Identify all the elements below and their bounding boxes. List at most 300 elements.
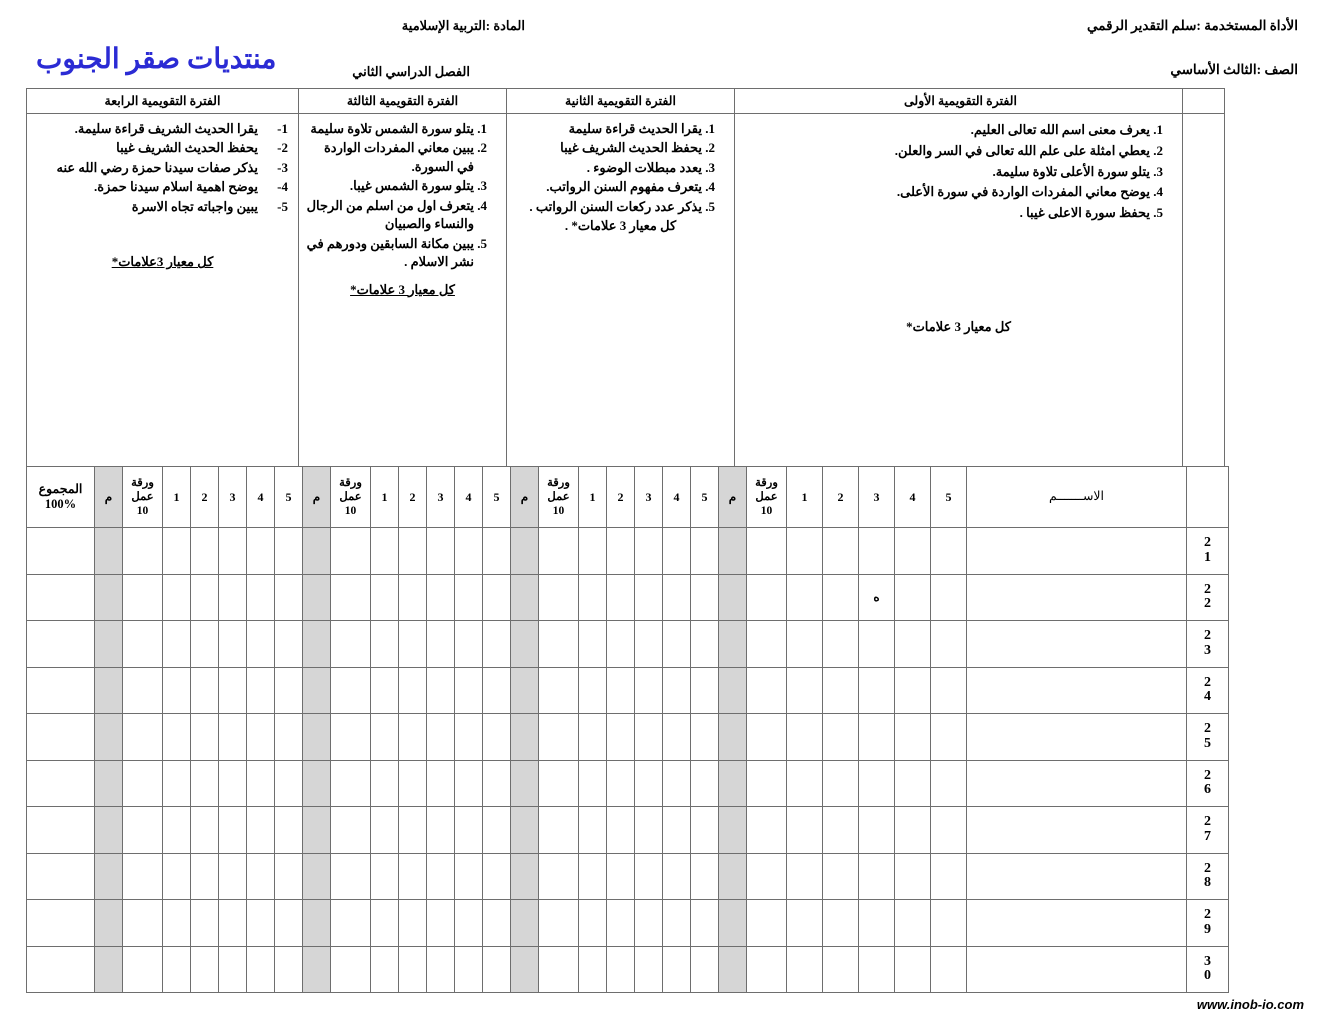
mark-cell-p3-c4[interactable] (455, 807, 483, 854)
mark-cell-p3-c3[interactable] (427, 946, 455, 993)
m-cell-p3[interactable] (303, 621, 331, 668)
m-cell-p3[interactable] (303, 807, 331, 854)
mark-cell-p2-c5[interactable] (691, 667, 719, 714)
mark-cell-p1-c3[interactable] (859, 528, 895, 575)
mark-cell-p4-c4[interactable] (247, 900, 275, 947)
mark-cell-p3-c1[interactable] (371, 760, 399, 807)
mark-cell-p3-c5[interactable] (483, 853, 511, 900)
mark-cell-p1-c3[interactable] (859, 760, 895, 807)
mark-cell-p4-c5[interactable] (275, 946, 303, 993)
worksheet-cell-p3[interactable] (331, 853, 371, 900)
m-cell-p4[interactable] (95, 714, 123, 761)
mark-cell-p3-c2[interactable] (399, 714, 427, 761)
mark-cell-p3-c4[interactable] (455, 714, 483, 761)
m-cell-p3[interactable] (303, 667, 331, 714)
mark-cell-p3-c3[interactable] (427, 528, 455, 575)
worksheet-cell-p2[interactable] (539, 714, 579, 761)
mark-cell-p2-c2[interactable] (607, 853, 635, 900)
worksheet-cell-p2[interactable] (539, 528, 579, 575)
student-name-cell[interactable] (967, 574, 1187, 621)
mark-cell-p1-c5[interactable] (931, 853, 967, 900)
mark-cell-p1-c2[interactable] (823, 621, 859, 668)
mark-cell-p1-c2[interactable] (823, 853, 859, 900)
mark-cell-p2-c4[interactable] (663, 900, 691, 947)
mark-cell-p1-c5[interactable] (931, 714, 967, 761)
mark-cell-p2-c4[interactable] (663, 621, 691, 668)
mark-cell-p4-c2[interactable] (191, 853, 219, 900)
mark-cell-p1-c3[interactable] (859, 900, 895, 947)
m-cell-p2[interactable] (511, 853, 539, 900)
mark-cell-p2-c1[interactable] (579, 667, 607, 714)
m-cell-p2[interactable] (511, 714, 539, 761)
m-cell-p1[interactable] (719, 574, 747, 621)
mark-cell-p4-c3[interactable] (219, 621, 247, 668)
mark-cell-p2-c3[interactable] (635, 574, 663, 621)
mark-cell-p2-c4[interactable] (663, 853, 691, 900)
mark-cell-p4-c3[interactable] (219, 807, 247, 854)
worksheet-cell-p4[interactable] (123, 900, 163, 947)
worksheet-cell-p1[interactable] (747, 807, 787, 854)
mark-cell-p4-c4[interactable] (247, 853, 275, 900)
worksheet-cell-p2[interactable] (539, 760, 579, 807)
student-name-cell[interactable] (967, 714, 1187, 761)
mark-cell-p3-c4[interactable] (455, 946, 483, 993)
worksheet-cell-p4[interactable] (123, 528, 163, 575)
total-cell[interactable] (27, 528, 95, 575)
worksheet-cell-p1[interactable] (747, 667, 787, 714)
mark-cell-p3-c1[interactable] (371, 574, 399, 621)
m-cell-p2[interactable] (511, 574, 539, 621)
mark-cell-p1-c4[interactable] (895, 574, 931, 621)
mark-cell-p3-c5[interactable] (483, 760, 511, 807)
mark-cell-p4-c4[interactable] (247, 574, 275, 621)
mark-cell-p1-c4[interactable] (895, 900, 931, 947)
mark-cell-p4-c2[interactable] (191, 946, 219, 993)
m-cell-p4[interactable] (95, 900, 123, 947)
mark-cell-p4-c4[interactable] (247, 667, 275, 714)
mark-cell-p2-c1[interactable] (579, 760, 607, 807)
m-cell-p4[interactable] (95, 528, 123, 575)
mark-cell-p2-c5[interactable] (691, 528, 719, 575)
mark-cell-p2-c2[interactable] (607, 574, 635, 621)
mark-cell-p4-c1[interactable] (163, 621, 191, 668)
mark-cell-p3-c3[interactable] (427, 853, 455, 900)
m-cell-p1[interactable] (719, 900, 747, 947)
mark-cell-p4-c2[interactable] (191, 760, 219, 807)
mark-cell-p3-c1[interactable] (371, 853, 399, 900)
mark-cell-p3-c5[interactable] (483, 900, 511, 947)
mark-cell-p1-c3[interactable] (859, 853, 895, 900)
mark-cell-p3-c4[interactable] (455, 900, 483, 947)
m-cell-p1[interactable] (719, 621, 747, 668)
worksheet-cell-p1[interactable] (747, 760, 787, 807)
mark-cell-p3-c2[interactable] (399, 667, 427, 714)
worksheet-cell-p3[interactable] (331, 528, 371, 575)
m-cell-p1[interactable] (719, 946, 747, 993)
mark-cell-p3-c4[interactable] (455, 760, 483, 807)
mark-cell-p1-c1[interactable] (787, 714, 823, 761)
mark-cell-p4-c2[interactable] (191, 528, 219, 575)
mark-cell-p2-c1[interactable] (579, 574, 607, 621)
m-cell-p1[interactable] (719, 760, 747, 807)
mark-cell-p4-c4[interactable] (247, 946, 275, 993)
m-cell-p3[interactable] (303, 900, 331, 947)
mark-cell-p3-c1[interactable] (371, 714, 399, 761)
mark-cell-p1-c5[interactable] (931, 900, 967, 947)
mark-cell-p3-c5[interactable] (483, 667, 511, 714)
mark-cell-p4-c5[interactable] (275, 760, 303, 807)
worksheet-cell-p2[interactable] (539, 853, 579, 900)
mark-cell-p3-c4[interactable] (455, 853, 483, 900)
mark-cell-p1-c4[interactable] (895, 853, 931, 900)
mark-cell-p2-c1[interactable] (579, 853, 607, 900)
mark-cell-p3-c2[interactable] (399, 900, 427, 947)
mark-cell-p2-c5[interactable] (691, 900, 719, 947)
m-cell-p4[interactable] (95, 760, 123, 807)
mark-cell-p2-c5[interactable] (691, 621, 719, 668)
mark-cell-p1-c3[interactable] (859, 714, 895, 761)
mark-cell-p1-c1[interactable] (787, 946, 823, 993)
worksheet-cell-p1[interactable] (747, 946, 787, 993)
mark-cell-p4-c5[interactable] (275, 667, 303, 714)
mark-cell-p3-c5[interactable] (483, 621, 511, 668)
mark-cell-p4-c2[interactable] (191, 667, 219, 714)
mark-cell-p4-c2[interactable] (191, 621, 219, 668)
mark-cell-p4-c2[interactable] (191, 574, 219, 621)
worksheet-cell-p4[interactable] (123, 667, 163, 714)
mark-cell-p3-c5[interactable] (483, 528, 511, 575)
m-cell-p3[interactable] (303, 946, 331, 993)
total-cell[interactable] (27, 714, 95, 761)
mark-cell-p2-c3[interactable] (635, 900, 663, 947)
total-cell[interactable] (27, 621, 95, 668)
m-cell-p3[interactable] (303, 528, 331, 575)
worksheet-cell-p2[interactable] (539, 807, 579, 854)
mark-cell-p1-c2[interactable] (823, 574, 859, 621)
m-cell-p4[interactable] (95, 946, 123, 993)
mark-cell-p1-c4[interactable] (895, 667, 931, 714)
mark-cell-p1-c2[interactable] (823, 807, 859, 854)
m-cell-p2[interactable] (511, 667, 539, 714)
mark-cell-p1-c1[interactable] (787, 621, 823, 668)
student-name-cell[interactable] (967, 900, 1187, 947)
mark-cell-p1-c5[interactable] (931, 528, 967, 575)
mark-cell-p3-c1[interactable] (371, 807, 399, 854)
mark-cell-p2-c2[interactable] (607, 807, 635, 854)
mark-cell-p1-c4[interactable] (895, 760, 931, 807)
worksheet-cell-p2[interactable] (539, 946, 579, 993)
mark-cell-p1-c5[interactable] (931, 760, 967, 807)
m-cell-p1[interactable] (719, 528, 747, 575)
mark-cell-p4-c3[interactable] (219, 667, 247, 714)
mark-cell-p2-c3[interactable] (635, 714, 663, 761)
mark-cell-p4-c3[interactable] (219, 528, 247, 575)
mark-cell-p4-c1[interactable] (163, 853, 191, 900)
mark-cell-p3-c4[interactable] (455, 621, 483, 668)
mark-cell-p1-c2[interactable] (823, 667, 859, 714)
m-cell-p2[interactable] (511, 760, 539, 807)
mark-cell-p3-c1[interactable] (371, 667, 399, 714)
mark-cell-p3-c5[interactable] (483, 714, 511, 761)
m-cell-p2[interactable] (511, 621, 539, 668)
mark-cell-p2-c1[interactable] (579, 946, 607, 993)
mark-cell-p2-c3[interactable] (635, 667, 663, 714)
mark-cell-p4-c3[interactable] (219, 574, 247, 621)
m-cell-p4[interactable] (95, 667, 123, 714)
worksheet-cell-p3[interactable] (331, 760, 371, 807)
mark-cell-p4-c3[interactable] (219, 714, 247, 761)
mark-cell-p3-c1[interactable] (371, 900, 399, 947)
m-cell-p4[interactable] (95, 807, 123, 854)
mark-cell-p2-c2[interactable] (607, 760, 635, 807)
mark-cell-p2-c5[interactable] (691, 714, 719, 761)
mark-cell-p2-c2[interactable] (607, 900, 635, 947)
mark-cell-p4-c4[interactable] (247, 621, 275, 668)
mark-cell-p2-c2[interactable] (607, 946, 635, 993)
mark-cell-p1-c1[interactable] (787, 853, 823, 900)
m-cell-p4[interactable] (95, 853, 123, 900)
m-cell-p3[interactable] (303, 853, 331, 900)
mark-cell-p4-c5[interactable] (275, 853, 303, 900)
m-cell-p2[interactable] (511, 528, 539, 575)
total-cell[interactable] (27, 853, 95, 900)
m-cell-p2[interactable] (511, 900, 539, 947)
mark-cell-p2-c4[interactable] (663, 528, 691, 575)
mark-cell-p4-c1[interactable] (163, 807, 191, 854)
mark-cell-p2-c4[interactable] (663, 667, 691, 714)
mark-cell-p1-c4[interactable] (895, 528, 931, 575)
m-cell-p2[interactable] (511, 946, 539, 993)
mark-cell-p2-c3[interactable] (635, 528, 663, 575)
mark-cell-p1-c1[interactable] (787, 528, 823, 575)
worksheet-cell-p1[interactable] (747, 621, 787, 668)
worksheet-cell-p3[interactable] (331, 900, 371, 947)
total-cell[interactable] (27, 667, 95, 714)
student-name-cell[interactable] (967, 760, 1187, 807)
mark-cell-p3-c3[interactable] (427, 807, 455, 854)
mark-cell-p2-c4[interactable] (663, 946, 691, 993)
mark-cell-p3-c3[interactable] (427, 900, 455, 947)
mark-cell-p3-c3[interactable] (427, 621, 455, 668)
worksheet-cell-p1[interactable] (747, 528, 787, 575)
mark-cell-p2-c3[interactable] (635, 621, 663, 668)
mark-cell-p1-c4[interactable] (895, 946, 931, 993)
m-cell-p4[interactable] (95, 621, 123, 668)
mark-cell-p3-c4[interactable] (455, 574, 483, 621)
mark-cell-p1-c2[interactable] (823, 760, 859, 807)
mark-cell-p2-c4[interactable] (663, 760, 691, 807)
worksheet-cell-p4[interactable] (123, 574, 163, 621)
mark-cell-p4-c5[interactable] (275, 807, 303, 854)
mark-cell-p3-c2[interactable] (399, 807, 427, 854)
mark-cell-p3-c3[interactable] (427, 667, 455, 714)
m-cell-p1[interactable] (719, 853, 747, 900)
worksheet-cell-p2[interactable] (539, 621, 579, 668)
total-cell[interactable] (27, 760, 95, 807)
worksheet-cell-p3[interactable] (331, 667, 371, 714)
mark-cell-p1-c2[interactable] (823, 528, 859, 575)
mark-cell-p4-c5[interactable] (275, 528, 303, 575)
total-cell[interactable] (27, 900, 95, 947)
worksheet-cell-p4[interactable] (123, 946, 163, 993)
worksheet-cell-p1[interactable] (747, 714, 787, 761)
mark-cell-p1-c4[interactable] (895, 807, 931, 854)
mark-cell-p4-c3[interactable] (219, 853, 247, 900)
student-name-cell[interactable] (967, 807, 1187, 854)
mark-cell-p2-c5[interactable] (691, 853, 719, 900)
m-cell-p3[interactable] (303, 760, 331, 807)
mark-cell-p1-c1[interactable] (787, 900, 823, 947)
mark-cell-p3-c2[interactable] (399, 621, 427, 668)
mark-cell-p4-c3[interactable] (219, 900, 247, 947)
mark-cell-p4-c2[interactable] (191, 900, 219, 947)
mark-cell-p1-c5[interactable] (931, 807, 967, 854)
worksheet-cell-p2[interactable] (539, 667, 579, 714)
mark-cell-p3-c2[interactable] (399, 946, 427, 993)
mark-cell-p2-c2[interactable] (607, 667, 635, 714)
mark-cell-p4-c1[interactable] (163, 528, 191, 575)
mark-cell-p1-c2[interactable] (823, 900, 859, 947)
mark-cell-p2-c5[interactable] (691, 807, 719, 854)
mark-cell-p3-c1[interactable] (371, 528, 399, 575)
mark-cell-p2-c1[interactable] (579, 900, 607, 947)
mark-cell-p4-c3[interactable] (219, 760, 247, 807)
total-cell[interactable] (27, 807, 95, 854)
mark-cell-p1-c3[interactable] (859, 946, 895, 993)
mark-cell-p4-c4[interactable] (247, 528, 275, 575)
mark-cell-p2-c2[interactable] (607, 528, 635, 575)
mark-cell-p1-c5[interactable] (931, 667, 967, 714)
worksheet-cell-p3[interactable] (331, 574, 371, 621)
mark-cell-p1-c5[interactable] (931, 946, 967, 993)
m-cell-p1[interactable] (719, 807, 747, 854)
student-name-cell[interactable] (967, 667, 1187, 714)
worksheet-cell-p3[interactable] (331, 807, 371, 854)
mark-cell-p2-c2[interactable] (607, 621, 635, 668)
mark-cell-p4-c4[interactable] (247, 714, 275, 761)
mark-cell-p1-c3[interactable] (859, 667, 895, 714)
student-name-cell[interactable] (967, 946, 1187, 993)
mark-cell-p1-c1[interactable] (787, 760, 823, 807)
mark-cell-p4-c2[interactable] (191, 714, 219, 761)
worksheet-cell-p1[interactable] (747, 853, 787, 900)
student-name-cell[interactable] (967, 621, 1187, 668)
worksheet-cell-p4[interactable] (123, 714, 163, 761)
mark-cell-p3-c1[interactable] (371, 621, 399, 668)
mark-cell-p4-c5[interactable] (275, 714, 303, 761)
mark-cell-p4-c3[interactable] (219, 946, 247, 993)
mark-cell-p3-c1[interactable] (371, 946, 399, 993)
m-cell-p1[interactable] (719, 714, 747, 761)
mark-cell-p4-c5[interactable] (275, 621, 303, 668)
worksheet-cell-p4[interactable] (123, 853, 163, 900)
mark-cell-p4-c1[interactable] (163, 946, 191, 993)
mark-cell-p2-c1[interactable] (579, 621, 607, 668)
mark-cell-p2-c1[interactable] (579, 714, 607, 761)
mark-cell-p4-c4[interactable] (247, 760, 275, 807)
worksheet-cell-p3[interactable] (331, 621, 371, 668)
mark-cell-p3-c5[interactable] (483, 946, 511, 993)
mark-cell-p1-c5[interactable] (931, 574, 967, 621)
mark-cell-p3-c4[interactable] (455, 667, 483, 714)
mark-cell-p1-c4[interactable] (895, 621, 931, 668)
mark-cell-p1-c5[interactable] (931, 621, 967, 668)
mark-cell-p2-c5[interactable] (691, 946, 719, 993)
mark-cell-p2-c4[interactable] (663, 574, 691, 621)
mark-cell-p4-c5[interactable] (275, 900, 303, 947)
mark-cell-p4-c1[interactable] (163, 714, 191, 761)
mark-cell-p2-c1[interactable] (579, 807, 607, 854)
worksheet-cell-p3[interactable] (331, 714, 371, 761)
worksheet-cell-p1[interactable] (747, 900, 787, 947)
mark-cell-p4-c1[interactable] (163, 900, 191, 947)
mark-cell-p2-c5[interactable] (691, 574, 719, 621)
mark-cell-p3-c2[interactable] (399, 574, 427, 621)
mark-cell-p4-c2[interactable] (191, 807, 219, 854)
mark-cell-p4-c4[interactable] (247, 807, 275, 854)
mark-cell-p2-c5[interactable] (691, 760, 719, 807)
worksheet-cell-p4[interactable] (123, 807, 163, 854)
mark-cell-p3-c2[interactable] (399, 853, 427, 900)
m-cell-p1[interactable] (719, 667, 747, 714)
mark-cell-p1-c3[interactable] (859, 574, 895, 621)
mark-cell-p1-c3[interactable] (859, 621, 895, 668)
mark-cell-p1-c2[interactable] (823, 946, 859, 993)
mark-cell-p2-c4[interactable] (663, 714, 691, 761)
mark-cell-p1-c4[interactable] (895, 714, 931, 761)
mark-cell-p3-c2[interactable] (399, 760, 427, 807)
mark-cell-p2-c3[interactable] (635, 853, 663, 900)
mark-cell-p1-c1[interactable] (787, 574, 823, 621)
mark-cell-p2-c3[interactable] (635, 946, 663, 993)
mark-cell-p1-c1[interactable] (787, 807, 823, 854)
mark-cell-p2-c3[interactable] (635, 807, 663, 854)
mark-cell-p1-c1[interactable] (787, 667, 823, 714)
m-cell-p2[interactable] (511, 807, 539, 854)
student-name-cell[interactable] (967, 528, 1187, 575)
mark-cell-p3-c2[interactable] (399, 528, 427, 575)
worksheet-cell-p3[interactable] (331, 946, 371, 993)
mark-cell-p4-c1[interactable] (163, 574, 191, 621)
mark-cell-p1-c2[interactable] (823, 714, 859, 761)
m-cell-p3[interactable] (303, 714, 331, 761)
m-cell-p4[interactable] (95, 574, 123, 621)
mark-cell-p2-c2[interactable] (607, 714, 635, 761)
worksheet-cell-p2[interactable] (539, 574, 579, 621)
total-cell[interactable] (27, 574, 95, 621)
mark-cell-p3-c4[interactable] (455, 528, 483, 575)
mark-cell-p2-c3[interactable] (635, 760, 663, 807)
mark-cell-p3-c3[interactable] (427, 760, 455, 807)
mark-cell-p2-c4[interactable] (663, 807, 691, 854)
worksheet-cell-p2[interactable] (539, 900, 579, 947)
total-cell[interactable] (27, 946, 95, 993)
mark-cell-p4-c5[interactable] (275, 574, 303, 621)
worksheet-cell-p4[interactable] (123, 621, 163, 668)
mark-cell-p3-c3[interactable] (427, 574, 455, 621)
mark-cell-p3-c5[interactable] (483, 807, 511, 854)
mark-cell-p3-c5[interactable] (483, 574, 511, 621)
mark-cell-p2-c1[interactable] (579, 528, 607, 575)
m-cell-p3[interactable] (303, 574, 331, 621)
worksheet-cell-p4[interactable] (123, 760, 163, 807)
mark-cell-p4-c1[interactable] (163, 760, 191, 807)
mark-cell-p3-c3[interactable] (427, 714, 455, 761)
mark-cell-p1-c3[interactable] (859, 807, 895, 854)
student-name-cell[interactable] (967, 853, 1187, 900)
mark-cell-p4-c1[interactable] (163, 667, 191, 714)
worksheet-cell-p1[interactable] (747, 574, 787, 621)
